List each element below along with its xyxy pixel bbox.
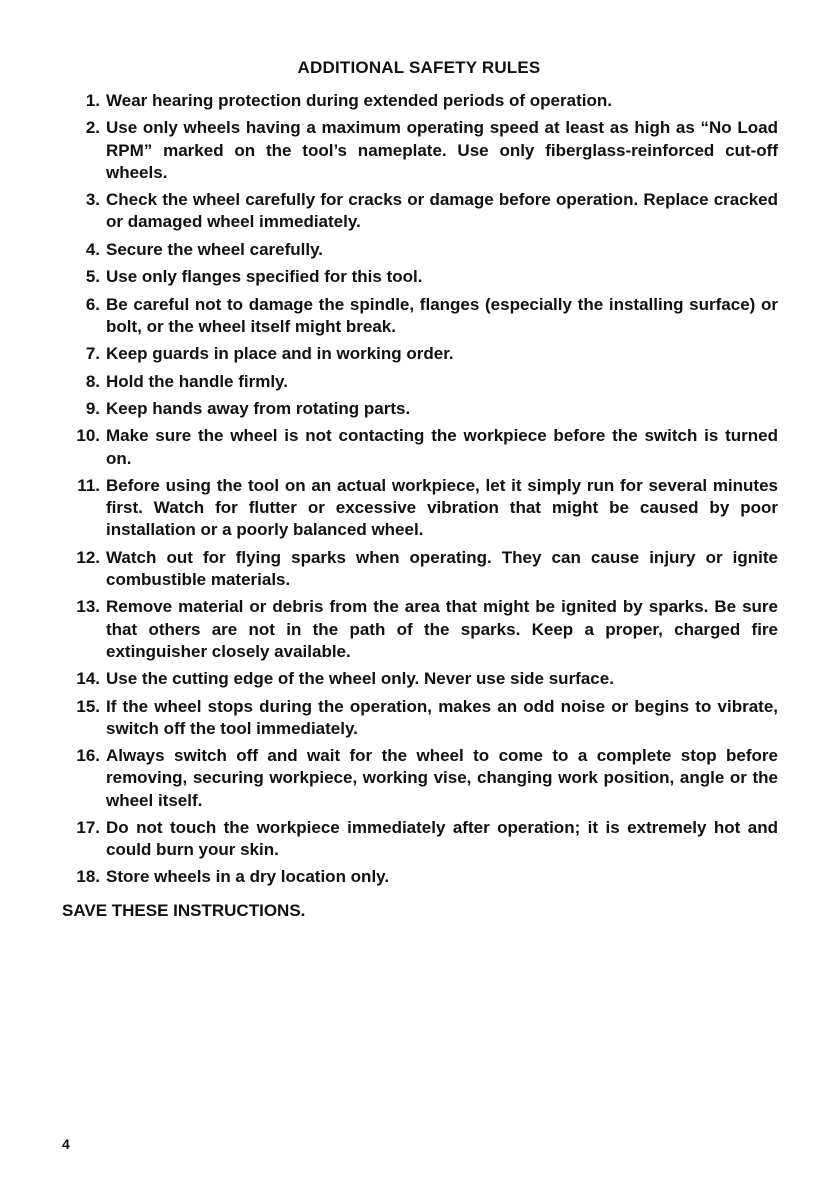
rule-text: Be careful not to damage the spindle, flanges (especially the installing surface) or bolt, or the wheel itself might break. [106,294,778,336]
rule-number: 14. [76,669,100,689]
list-item [62,189,778,233]
rule-number: 17. [76,817,100,837]
rule-text: Secure the wheel carefully. [106,239,323,259]
rule-number: 15. [76,696,100,716]
rule-text: Make sure the wheel is not contacting the workpiece before the switch is turned on. [106,426,778,468]
list-item [62,117,778,184]
rule-text: Remove material or debris from the area that might be ignited by sparks. Be sure that others are not in the path of the sparks. Keep a proper, charged fire extinguisher closely available. [106,597,778,661]
list-item [62,696,778,740]
rule-number: 9. [85,398,100,418]
rule-number: 13. [76,597,100,617]
closing-statement: SAVE THESE INSTRUCTIONS. [62,901,306,920]
rule-text: Check the wheel carefully for cracks or damage before operation. Replace cracked or damaged wheel immediately. [106,190,778,232]
list-item [62,475,778,542]
rule-number: 4. [85,239,100,259]
rule-text: Keep hands away from rotating parts. [106,398,411,418]
list-item [62,398,778,420]
rule-number: 3. [85,190,100,210]
rule-text: Use only flanges specified for this tool. [106,267,423,287]
safety-rules-list [62,90,778,894]
list-item [62,266,778,288]
list-item [62,371,778,393]
list-item [62,817,778,861]
list-item [62,425,778,469]
rule-number: 6. [85,294,100,314]
rule-number: 10. [76,426,100,446]
rule-text: Keep guards in place and in working order. [106,344,454,364]
list-item [62,90,778,112]
list-item [62,294,778,338]
rule-number: 5. [85,267,100,287]
list-item [62,668,778,690]
page-title: ADDITIONAL SAFETY RULES [297,58,541,77]
list-item [62,239,778,261]
rule-number: 2. [85,118,100,138]
list-item [62,343,778,365]
list-item [62,745,778,812]
rule-number: 7. [85,344,100,364]
rule-text: Wear hearing protection during extended periods of operation. [106,91,612,110]
rule-number: 8. [85,371,100,391]
rule-number: 16. [76,746,100,766]
rule-text: Watch out for flying sparks when operating. They can cause injury or ignite combustible materials. [106,547,778,589]
rule-text: Do not touch the workpiece immediately after operation; it is extremely hot and could burn your skin. [106,817,778,860]
rule-number: 18. [76,867,100,887]
rule-text: Use only wheels having a maximum operating speed at least as high as “No Load RPM” marked on the tool’s nameplate. Use only fiberglass-reinforced cut-off wheels. [106,118,778,182]
page-number: 4 [62,1136,70,1152]
rule-text: Always switch off and wait for the wheel to come to a complete stop before removing, securing workpiece, working vise, changing work position, angle or the wheel itself. [106,746,778,810]
rule-number: 12. [76,547,100,567]
rule-number: 1. [85,91,100,110]
rule-text: Store wheels in a dry location only. [106,867,390,887]
rule-text: Hold the handle firmly. [106,371,288,391]
rule-text: Before using the tool on an actual workpiece, let it simply run for several minutes first. Watch for flutter or excessive vibration that might be caused by poor installation or a poorly balanced wheel. [106,475,778,540]
rule-text: If the wheel stops during the operation, makes an odd noise or begins to vibrate, switch off the tool immediately. [106,696,778,738]
list-item [62,866,778,888]
list-item [62,547,778,591]
list-item [62,596,778,663]
rule-text: Use the cutting edge of the wheel only. Never use side surface. [106,669,614,689]
rule-number: 11. [77,475,100,495]
